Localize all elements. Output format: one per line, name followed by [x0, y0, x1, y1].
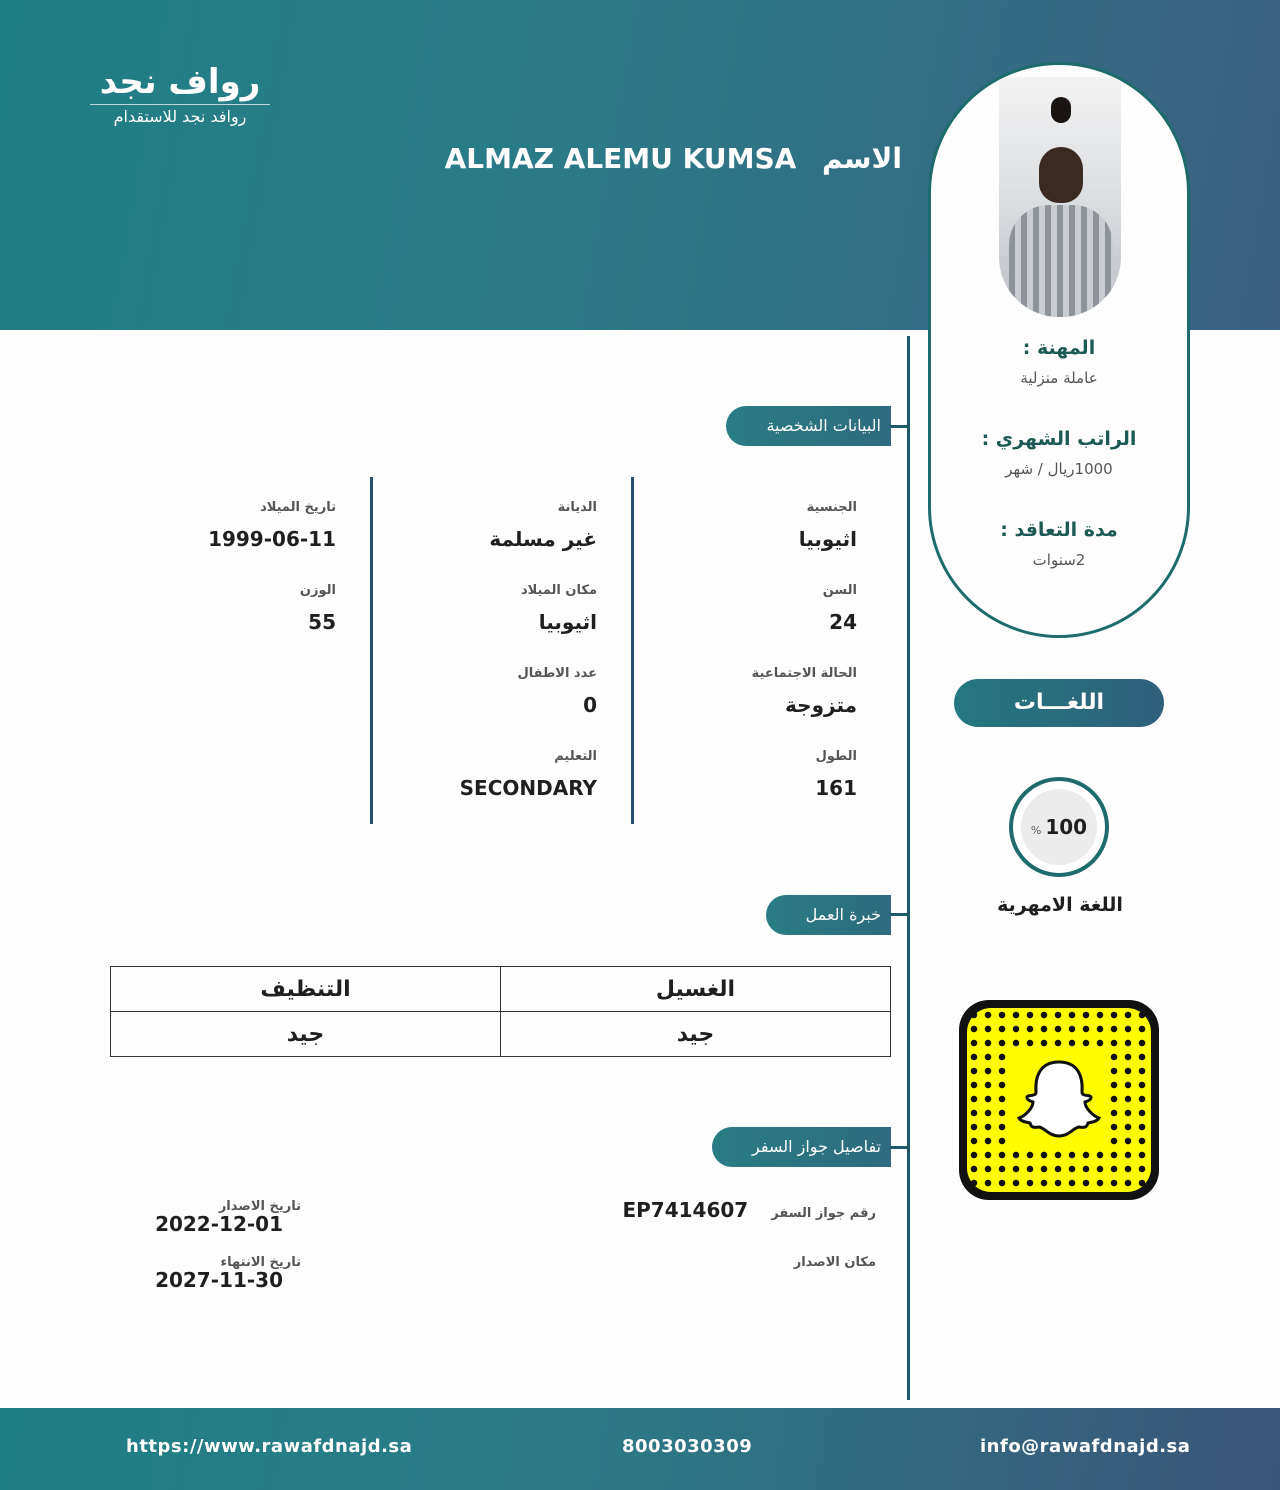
- section-experience: خبرة العمل: [766, 895, 891, 935]
- value: متزوجة: [785, 693, 857, 717]
- label: الديانة: [557, 500, 597, 515]
- company-logo: [90, 60, 270, 129]
- field-height: [815, 749, 857, 800]
- name-value: ALMAZ ALEMU KUMSA: [444, 142, 797, 175]
- salary-label: الراتب الشهري :: [981, 428, 1137, 450]
- field-marital: [752, 666, 857, 717]
- section-passport: تفاصيل جواز السفر: [712, 1127, 891, 1167]
- column-divider: [631, 477, 634, 824]
- skill-level: جيد: [501, 1012, 891, 1057]
- field-dob: [208, 500, 336, 551]
- table-row: [111, 1012, 891, 1057]
- label: الحالة الاجتماعية: [751, 666, 857, 681]
- profession-label: المهنة :: [1022, 337, 1096, 359]
- section-languages: اللغـــات: [954, 679, 1164, 727]
- field-weight: [300, 583, 336, 634]
- contract: [931, 519, 1187, 569]
- tick-experience: [890, 913, 910, 916]
- label: الجنسية: [806, 500, 857, 515]
- skill-header: الغسيل: [501, 967, 891, 1012]
- contract-label: مدة التعاقد :: [1000, 519, 1118, 541]
- name-label: الاسم: [822, 142, 902, 175]
- profile-card: [928, 62, 1190, 638]
- profession: [931, 337, 1187, 387]
- snapcode-icon[interactable]: [959, 1000, 1159, 1200]
- field-religion: [489, 500, 597, 551]
- tick-personal: [890, 425, 910, 428]
- salary-value: 1000ريال / شهر: [1005, 460, 1113, 478]
- value: 1999-06-11: [208, 527, 336, 551]
- value: اثيوبيا: [798, 527, 857, 551]
- value: SECONDARY: [459, 776, 597, 800]
- snapchat-ghost-icon: [1009, 1050, 1109, 1150]
- field-education: [460, 749, 597, 800]
- footer-bar: [0, 1408, 1280, 1490]
- label: تاريخ الميلاد: [260, 500, 336, 515]
- passport-expiry-date: [155, 1255, 301, 1292]
- logo-mark: رواف نجد: [90, 60, 270, 105]
- field-nationality: [799, 500, 857, 551]
- label: السن: [822, 583, 857, 598]
- tick-passport: [890, 1146, 910, 1149]
- section-personal: البيانات الشخصية: [726, 406, 891, 446]
- phone-number[interactable]: 8003030309: [622, 1436, 753, 1457]
- salary: [931, 428, 1187, 478]
- profession-value: عاملة منزلية: [1020, 369, 1098, 387]
- logo-subtitle: روافد نجد للاستقدام: [113, 107, 247, 126]
- worker-photo: [999, 77, 1121, 317]
- percent-sign: %: [1030, 824, 1042, 837]
- language-progress-ring: [1009, 777, 1109, 877]
- worker-name: [445, 142, 902, 175]
- website-link[interactable]: https://www.rawafdnajd.sa: [126, 1436, 413, 1457]
- email-link[interactable]: info@rawafdnajd.sa: [980, 1436, 1191, 1457]
- value: 55: [308, 610, 336, 634]
- percent-value: 100: [1045, 815, 1088, 839]
- skill-header: التنظيف: [111, 967, 501, 1012]
- language-percent: [1021, 789, 1097, 865]
- field-birthplace: [521, 583, 597, 634]
- value: 2022-12-01: [155, 1212, 283, 1236]
- label: مكان الاصدار: [793, 1255, 876, 1270]
- value: غير مسلمة: [489, 527, 597, 551]
- label: التعليم: [554, 749, 597, 764]
- value: اثيوبيا: [538, 610, 597, 634]
- passport-issue-place: [794, 1255, 876, 1270]
- label: تاريخ الاصدار: [218, 1199, 301, 1214]
- label: الوزن: [299, 583, 336, 598]
- value: 2027-11-30: [155, 1268, 283, 1292]
- language-name: اللغة الامهرية: [997, 894, 1123, 916]
- contract-value: 2سنوات: [1032, 551, 1086, 569]
- label: الطول: [815, 749, 857, 764]
- value: 0: [583, 693, 597, 717]
- label: عدد الاطفال: [517, 666, 597, 681]
- timeline-line: [907, 336, 910, 1400]
- table-row: [111, 967, 891, 1012]
- value: 24: [829, 610, 857, 634]
- field-children: [518, 666, 598, 717]
- skill-level: جيد: [111, 1012, 501, 1057]
- label: مكان الميلاد: [520, 583, 597, 598]
- value: EP7414607: [622, 1198, 749, 1222]
- field-age: [823, 583, 857, 634]
- passport-issue-date: [155, 1199, 301, 1236]
- column-divider: [370, 477, 373, 824]
- label: رقم جواز السفر: [771, 1206, 876, 1221]
- passport-number: [622, 1198, 876, 1222]
- skills-table: [110, 966, 891, 1057]
- value: 161: [815, 776, 857, 800]
- label: تاريخ الانتهاء: [220, 1255, 301, 1270]
